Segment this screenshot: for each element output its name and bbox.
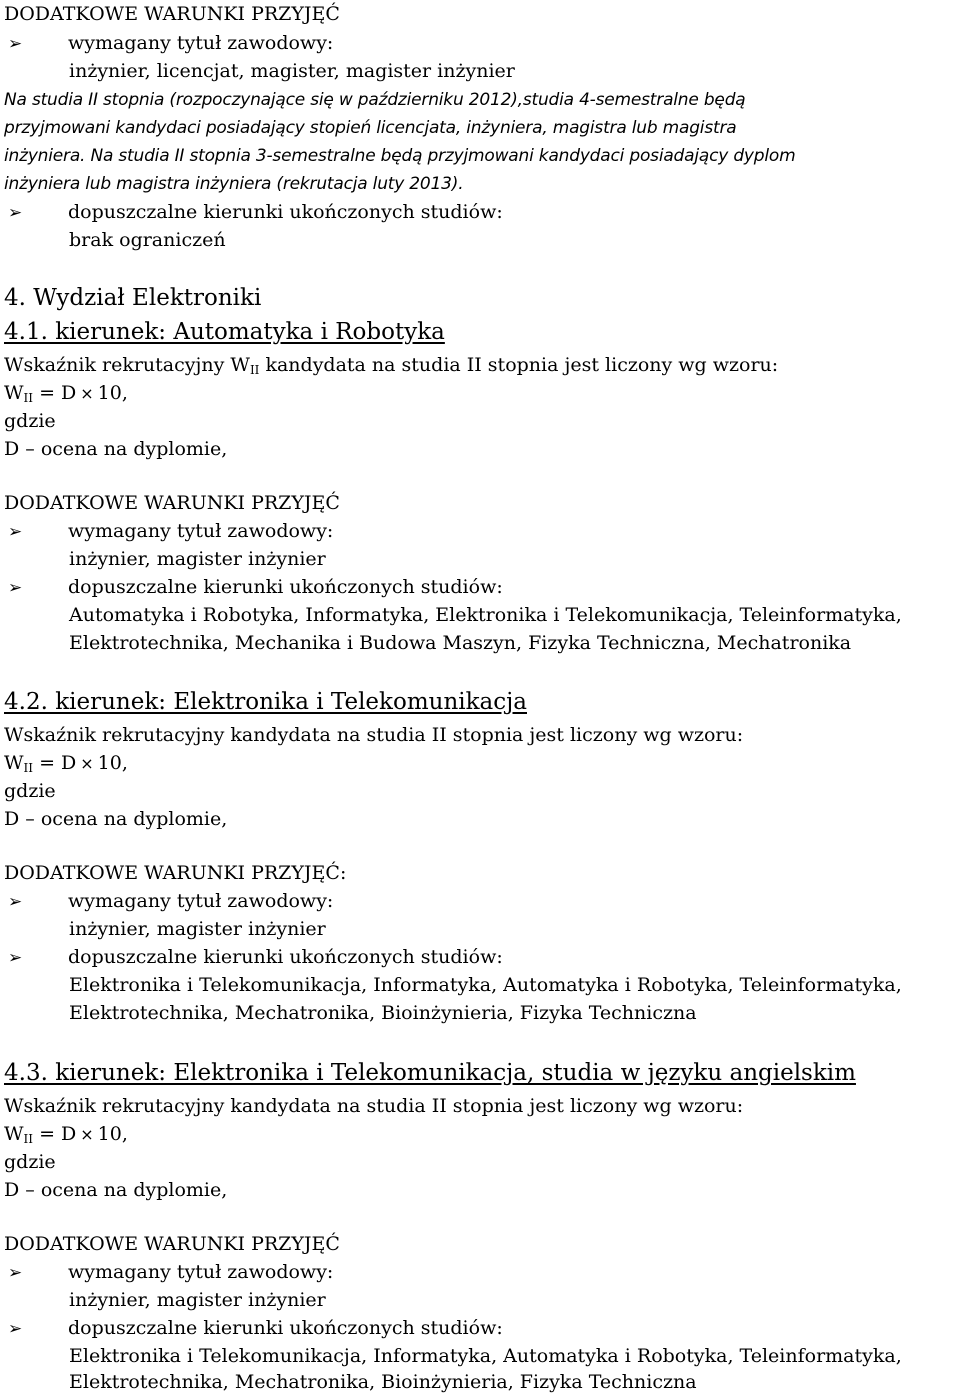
- formula: $W_{II} = D \times 10$,: [4, 382, 128, 405]
- bullet-text: dopuszczalne kierunki ukończonych studiów:: [68, 1317, 503, 1339]
- arrow-bullet-icon: ➢: [8, 578, 23, 598]
- bullet-required-title: [4, 29, 333, 57]
- arrow-bullet-icon: ➢: [8, 522, 23, 542]
- fields-text: Elektrotechnika, Mechatronika, Bioinżynieria, Fizyka Techniczna: [69, 1371, 697, 1393]
- italic-note-line: przyjmowani kandydaci posiadający stopień licencjata, inżyniera, magistra lub magistra: [4, 118, 737, 138]
- conditions-heading: DODATKOWE WARUNKI PRZYJĘĆ: [4, 1233, 340, 1255]
- bullet-text: wymagany tytuł zawodowy:: [68, 890, 334, 912]
- formula: $W_{II} = D \times 10$,: [4, 1123, 128, 1146]
- formula: $W_{II} = D \times 10$,: [4, 752, 128, 775]
- arrow-bullet-icon: ➢: [8, 203, 23, 223]
- bullet-text: wymagany tytuł zawodowy:: [68, 520, 334, 542]
- italic-note-line: Na studia II stopnia (rozpoczynające się w październiku 2012),studia 4-semestralne będą: [4, 90, 746, 110]
- gdzie-text: gdzie: [4, 410, 56, 432]
- arrow-bullet-icon: ➢: [8, 1263, 23, 1283]
- titles-text: inżynier, magister inżynier: [69, 548, 326, 570]
- conditions-heading: DODATKOWE WARUNKI PRZYJĘĆ: [4, 3, 340, 25]
- bullet-allowed-fields: [4, 198, 503, 226]
- bullet-text: dopuszczalne kierunki ukończonych studiów:: [68, 576, 503, 598]
- titles-text: inżynier, magister inżynier: [69, 1289, 326, 1311]
- bullet-required-title: [4, 517, 333, 545]
- section-title: 4. Wydział Elektroniki: [4, 285, 262, 311]
- italic-note-line: inżyniera lub magistra inżyniera (rekrutacja luty 2013).: [4, 174, 464, 194]
- d-definition: D – ocena na dyplomie,: [4, 438, 228, 460]
- subsection-heading-4-3: 4.3. kierunek: Elektronika i Telekomunikacja, studia w języku angielskim: [4, 1060, 856, 1086]
- subsection-heading-4-1: 4.1. kierunek: Automatyka i Robotyka: [4, 319, 445, 345]
- arrow-bullet-icon: ➢: [8, 892, 23, 912]
- arrow-bullet-icon: ➢: [8, 948, 23, 968]
- fields-text: Elektrotechnika, Mechatronika, Bioinżynieria, Fizyka Techniczna: [69, 1002, 697, 1024]
- titles-text: inżynier, licencjat, magister, magister inżynier: [69, 60, 515, 82]
- bullet-text: wymagany tytuł zawodowy:: [68, 32, 334, 54]
- fields-text: Automatyka i Robotyka, Informatyka, Elektronika i Telekomunikacja, Teleinformatyka,: [69, 604, 902, 626]
- indicator-text: Wskaźnik rekrutacyjny $W_{II}$ kandydata na studia II stopnia jest liczony wg wzoru:: [4, 354, 779, 377]
- d-definition: D – ocena na dyplomie,: [4, 1179, 228, 1201]
- fields-text: brak ograniczeń: [69, 229, 226, 251]
- arrow-bullet-icon: ➢: [8, 34, 23, 54]
- fields-text: Elektrotechnika, Mechanika i Budowa Maszyn, Fizyka Techniczna, Mechatronika: [69, 632, 852, 654]
- titles-text: inżynier, magister inżynier: [69, 918, 326, 940]
- gdzie-text: gdzie: [4, 780, 56, 802]
- conditions-heading: DODATKOWE WARUNKI PRZYJĘĆ: [4, 492, 340, 514]
- bullet-allowed-fields: [4, 943, 503, 971]
- conditions-heading: DODATKOWE WARUNKI PRZYJĘĆ:: [4, 862, 347, 884]
- bullet-allowed-fields: [4, 1314, 503, 1342]
- bullet-text: dopuszczalne kierunki ukończonych studiów:: [68, 201, 503, 223]
- fields-text: Elektronika i Telekomunikacja, Informatyka, Automatyka i Robotyka, Teleinformatyka,: [69, 974, 902, 996]
- italic-note-line: inżyniera. Na studia II stopnia 3-semestralne będą przyjmowani kandydaci posiadający dyplom: [4, 146, 796, 166]
- bullet-text: dopuszczalne kierunki ukończonych studiów:: [68, 946, 503, 968]
- indicator-text: Wskaźnik rekrutacyjny kandydata na studia II stopnia jest liczony wg wzoru:: [4, 724, 744, 746]
- indicator-text: Wskaźnik rekrutacyjny kandydata na studia II stopnia jest liczony wg wzoru:: [4, 1095, 744, 1117]
- gdzie-text: gdzie: [4, 1151, 56, 1173]
- arrow-bullet-icon: ➢: [8, 1319, 23, 1339]
- bullet-required-title: [4, 887, 333, 915]
- bullet-allowed-fields: [4, 573, 503, 601]
- bullet-required-title: [4, 1258, 333, 1286]
- bullet-text: wymagany tytuł zawodowy:: [68, 1261, 334, 1283]
- fields-text: Elektronika i Telekomunikacja, Informatyka, Automatyka i Robotyka, Teleinformatyka,: [69, 1345, 902, 1367]
- d-definition: D – ocena na dyplomie,: [4, 808, 228, 830]
- subsection-heading-4-2: 4.2. kierunek: Elektronika i Telekomunikacja: [4, 689, 527, 715]
